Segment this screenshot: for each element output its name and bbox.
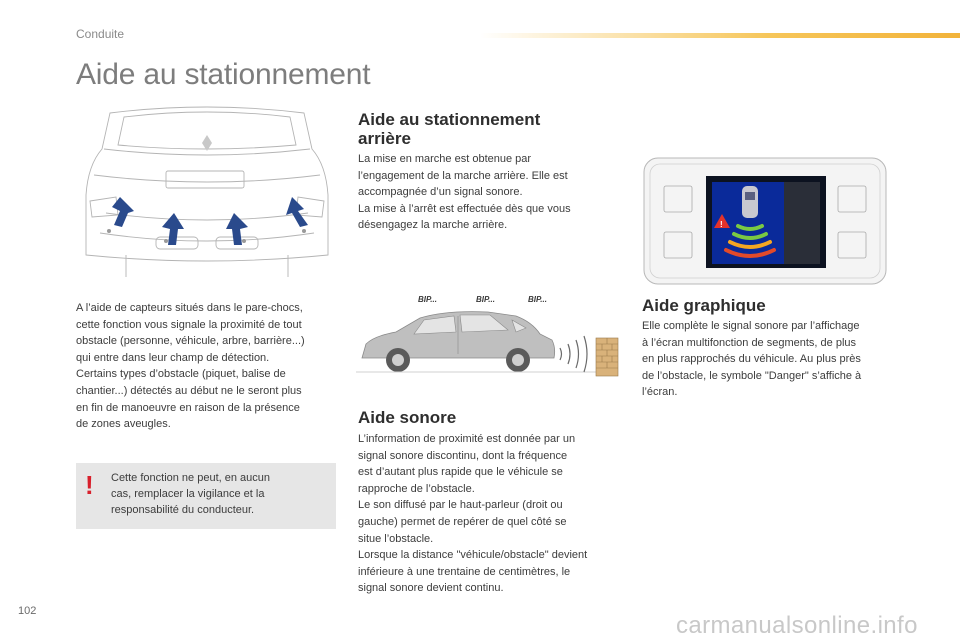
text-line: cette fonction vous signale la proximité de tout <box>76 318 302 331</box>
page-number: 102 <box>18 605 37 617</box>
car-body <box>356 312 600 372</box>
section-label: Conduite <box>76 27 125 41</box>
text-line: La mise à l’arrêt est effectuée dès que vous <box>358 202 571 215</box>
rear-assist-paragraph <box>358 151 620 234</box>
sound-waves <box>560 336 587 372</box>
bip-label: BIP... <box>476 295 495 304</box>
header-accent-bar <box>480 33 960 38</box>
text-line: l’engagement de la marche arrière. Elle est <box>358 169 568 182</box>
text-line: accompagnée d’un signal sonore. <box>358 186 523 199</box>
text-line: A l’aide de capteurs situés dans le pare-chocs, <box>76 302 303 314</box>
text-line: gauche) permet de repérer de quel côté se <box>358 515 567 528</box>
car-top-view-icon <box>742 186 758 218</box>
warning-icon: ! <box>85 470 94 500</box>
text-line: L’information de proximité est donnée par un <box>358 433 576 445</box>
sensor-arrow-icon <box>112 197 134 227</box>
rear-assist-heading <box>358 110 618 148</box>
graphic-assist-paragraph <box>642 318 906 401</box>
text-line: à l’écran multifonction de segments, de plus <box>642 336 857 349</box>
graphic-assist-heading: Aide graphique <box>642 296 766 315</box>
brick-wall <box>596 338 618 376</box>
text-line: Lorsque la distance "véhicule/obstacle" devient <box>358 549 588 562</box>
page-title: Aide au stationnement <box>76 58 371 91</box>
text-line: Elle complète le signal sonore par l’affichage <box>642 320 860 332</box>
text-line: La mise en marche est obtenue par <box>358 153 532 165</box>
text-line: l’écran. <box>642 386 678 399</box>
text-line: en fin de manoeuvre en raison de la présence <box>76 401 300 414</box>
text-line: Certains types d’obstacle (piquet, balise de <box>76 368 286 381</box>
text-line: Le son diffusé par le haut-parleur (droit ou <box>358 499 563 512</box>
text-line: désengagez la marche arrière. <box>358 219 508 232</box>
text-line: obstacle (personne, véhicule, arbre, barrière...) <box>76 335 305 348</box>
text-line: signal sonore discontinu, dont la fréquence <box>358 449 568 462</box>
text-line: inférieure à une trentaine de centimètres, le <box>358 565 571 578</box>
text-line: cas, remplacer la vigilance et la <box>111 488 265 500</box>
bip-label: BIP... <box>528 295 547 304</box>
car-side-illustration <box>356 292 622 388</box>
text-line: responsabilité du conducteur. <box>111 504 255 516</box>
multifunction-screen-illustration <box>642 156 888 286</box>
sensor-arrow-icon <box>286 197 308 227</box>
heading-line: Aide au stationnement <box>358 110 541 129</box>
watermark: carmanualsonline.info <box>676 612 918 639</box>
bip-label: BIP... <box>418 295 437 304</box>
sensor-arrow-icons <box>76 105 338 288</box>
heading-line: arrière <box>358 129 411 148</box>
text-line: en plus rapprochés du véhicule. Au plus près <box>642 353 861 366</box>
text-line: est d’autant plus rapide que le véhicule se <box>358 466 563 479</box>
intro-paragraph <box>76 300 338 433</box>
text-line: signal sonore devient continu. <box>358 582 504 595</box>
sensor-arrow-icon <box>162 213 184 245</box>
text-line: situe l’obstacle. <box>358 532 434 545</box>
sensor-arrow-icon <box>226 213 248 245</box>
text-line: Cette fonction ne peut, en aucun <box>111 472 271 484</box>
text-line: qui entre dans leur champ de détection. <box>76 351 270 364</box>
text-line: de zones aveugles. <box>76 418 171 431</box>
sound-assist-paragraph <box>358 431 622 597</box>
sound-assist-heading: Aide sonore <box>358 408 457 427</box>
text-line: chantier...) détectés au début ne le seront plus <box>76 384 302 397</box>
text-line: rapproche de l’obstacle. <box>358 482 475 495</box>
warning-text <box>111 470 321 518</box>
text-line: de l’obstacle, le symbole "Danger" s’affiche à <box>642 369 862 382</box>
svg-text:!: ! <box>720 220 723 229</box>
